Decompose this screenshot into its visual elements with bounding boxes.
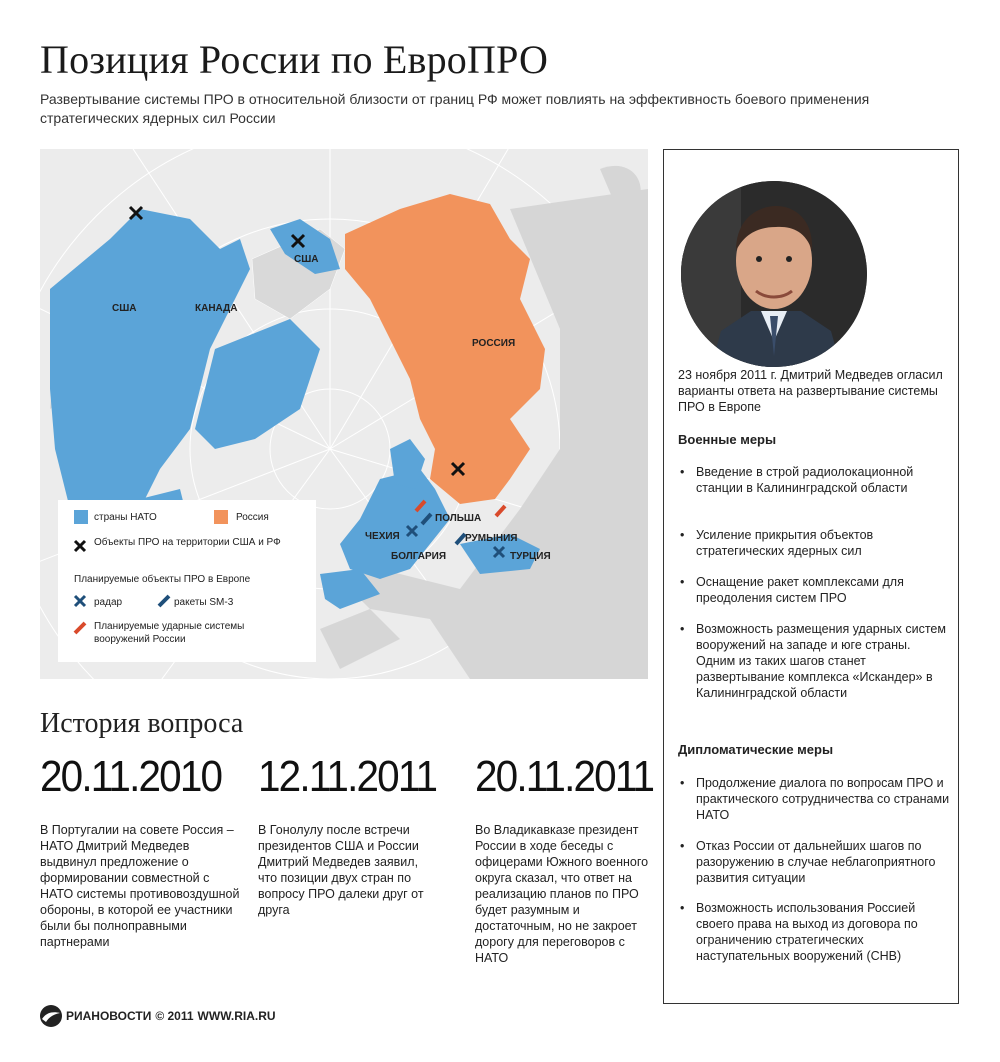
legend-planned-header: Планируемые объекты ПРО в Европе [74, 574, 251, 585]
legend-strike-label: Планируемые ударные системы вооружений России [94, 621, 245, 645]
legend-radar-label: радар [94, 597, 123, 608]
legend-radar-icon [72, 593, 88, 609]
legend-existing-label: Объекты ПРО на территории США и РФ [94, 537, 281, 548]
footer-copyright: © 2011 [155, 1009, 194, 1023]
label-romania: РУМЫНИЯ [465, 533, 518, 544]
legend-nato-label: страны НАТО [94, 512, 157, 523]
military-item: • Введение в строй радиолокационной станции в Калининградской области [678, 464, 950, 496]
diplomatic-item: • Отказ России от дальнейших шагов по разоружению в случае неблагоприятного развития ситуации [678, 838, 950, 886]
sidebar-panel [663, 149, 959, 1004]
legend-nato-swatch [74, 510, 88, 524]
military-item: • Оснащение ракет комплексами для преодоления систем ПРО [678, 574, 950, 606]
label-bulgaria: БОЛГАРИЯ [391, 551, 447, 562]
page-title: Позиция России по ЕвроПРО [40, 37, 549, 82]
military-item: • Усиление прикрытия объектов стратегических ядерных сил [678, 527, 950, 559]
footer-brand: РИАНОВОСТИ [66, 1009, 152, 1023]
legend-sm3-label: ракеты SM-3 [174, 597, 234, 608]
label-russia: РОССИЯ [472, 338, 516, 349]
history-date: 12.11.2011 [258, 752, 437, 801]
legend-sm3-icon [156, 593, 172, 609]
history-text: В Португалии на совете Россия – НАТО Дмитрий Медведев выдвинул предложение о формировании совместной с НАТО системы противовоздушной обороны, в которой ее участники были бы полноправными партнерами [40, 823, 240, 949]
legend-russia-swatch [214, 510, 228, 524]
diplomatic-measures-heading: Дипломатические меры [678, 742, 834, 757]
label-poland: ПОЛЬША [435, 513, 482, 524]
diplomatic-item: • Продолжение диалога по вопросам ПРО и практического сотрудничества со странами НАТО [678, 775, 950, 823]
sidebar-intro: 23 ноября 2011 г. Дмитрий Медведев огласил варианты ответа на развертывание системы ПРО в Европе [678, 368, 943, 414]
label-turkey: ТУРЦИЯ [510, 551, 551, 562]
ria-logo-icon [40, 1005, 62, 1027]
label-usa-main: США [112, 303, 137, 314]
history-heading: История вопроса [40, 708, 244, 739]
diplomatic-item: • Возможность использования Россией своего права на выход из договора по ограничению стратегических наступательных вооружений (СНВ) [678, 900, 950, 964]
page-subtitle: Развертывание системы ПРО в относительной близости от границ РФ может повлиять на эффективность боевого применения стратегических ядерных сил России [40, 91, 870, 126]
legend-strike-icon [72, 620, 88, 636]
history-text: Во Владикавказе президент России в ходе беседы с офицерами Южного военного округа сказал, что ответ на реализацию планов по ПРО будет разумным и достаточным, но не закроет дорогу для переговоров с НАТО [475, 823, 649, 965]
history-date: 20.11.2010 [40, 752, 222, 801]
footer [40, 1005, 276, 1027]
label-czech: ЧЕХИЯ [365, 531, 400, 542]
map-legend [58, 500, 316, 662]
polar-map [40, 149, 648, 679]
military-item: • Возможность размещения ударных систем вооружений на западе и юге страны. Одним из таких шагов станет развертывание комплекса «Искандер» в Калининградской области [678, 621, 950, 701]
label-canada: КАНАДА [195, 303, 238, 314]
legend-russia-label: Россия [236, 512, 269, 523]
portrait-illustration [681, 181, 867, 367]
footer-site[interactable]: WWW.RIA.RU [197, 1009, 276, 1023]
military-measures-heading: Военные меры [678, 432, 777, 447]
history-date: 20.11.2011 [475, 752, 654, 801]
label-usa-alaska: США [294, 254, 319, 265]
legend-existing-icon [72, 538, 88, 554]
portrait-photo [681, 181, 867, 367]
history-text: В Гонолулу после встречи президентов США и России Дмитрий Медведев заявил, что позиции двух стран по вопросу ПРО далеки друг от друга [258, 823, 424, 917]
